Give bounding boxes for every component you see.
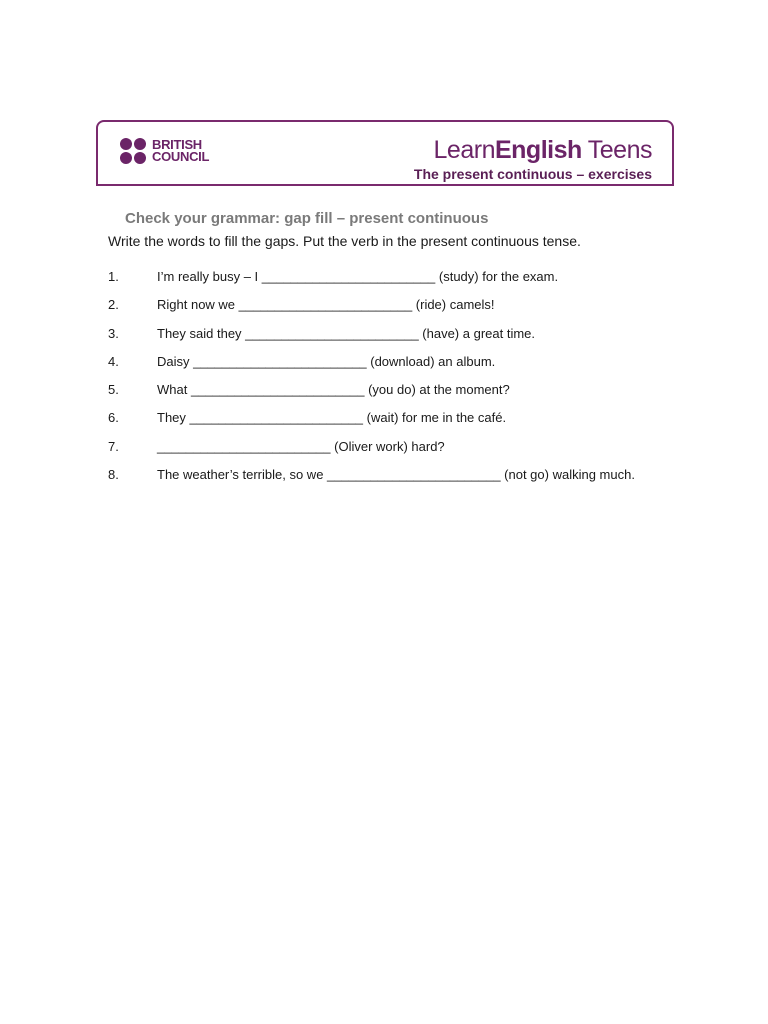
logo-line-2: COUNCIL	[152, 149, 210, 164]
section-title: Check your grammar: gap fill – present continuous	[125, 210, 489, 227]
question-item	[108, 297, 635, 325]
question-text: Right now we ________________________ (ride) camels!	[157, 297, 495, 313]
question-text: The weather’s terrible, so we ________________________ (not go) walking much.	[157, 467, 635, 483]
logo-dots-icon	[120, 138, 146, 164]
question-number: 7.	[108, 438, 119, 454]
header-subtitle: The present continuous – exercises	[413, 166, 652, 182]
question-number: 5.	[108, 382, 119, 398]
british-council-logo	[120, 138, 209, 164]
question-number: 2.	[108, 297, 119, 313]
question-text: What ________________________ (you do) at the moment?	[157, 382, 510, 398]
brand-teens: Teens	[581, 136, 652, 164]
question-item	[108, 439, 635, 467]
question-item	[108, 467, 635, 495]
question-number: 4.	[108, 353, 119, 369]
question-number: 1.	[108, 269, 119, 284]
question-text: ________________________ (Oliver work) hard?	[157, 438, 445, 454]
question-text: They said they ________________________ (have) a great time.	[157, 325, 536, 341]
brand-learn: Learn	[433, 136, 495, 164]
brand-english: English	[494, 136, 582, 164]
question-item	[108, 410, 635, 438]
question-text: Daisy ________________________ (download) an album.	[157, 353, 496, 369]
logo-line-1: BRITISH	[152, 137, 202, 152]
question-item	[108, 354, 635, 382]
worksheet-header	[96, 120, 674, 186]
question-item	[108, 382, 635, 410]
question-number: 8.	[108, 467, 119, 483]
question-list	[108, 269, 635, 495]
instructions: Write the words to fill the gaps. Put the verb in the present continuous tense.	[108, 233, 581, 249]
question-text: I’m really busy – I ________________________ (study) for the exam.	[157, 269, 559, 284]
question-number: 6.	[108, 410, 119, 426]
question-number: 3.	[108, 325, 119, 341]
question-item	[108, 269, 635, 297]
question-text: They ________________________ (wait) for me in the café.	[157, 410, 507, 426]
question-item	[108, 326, 635, 354]
learnenglish-teens-brand	[434, 136, 652, 165]
